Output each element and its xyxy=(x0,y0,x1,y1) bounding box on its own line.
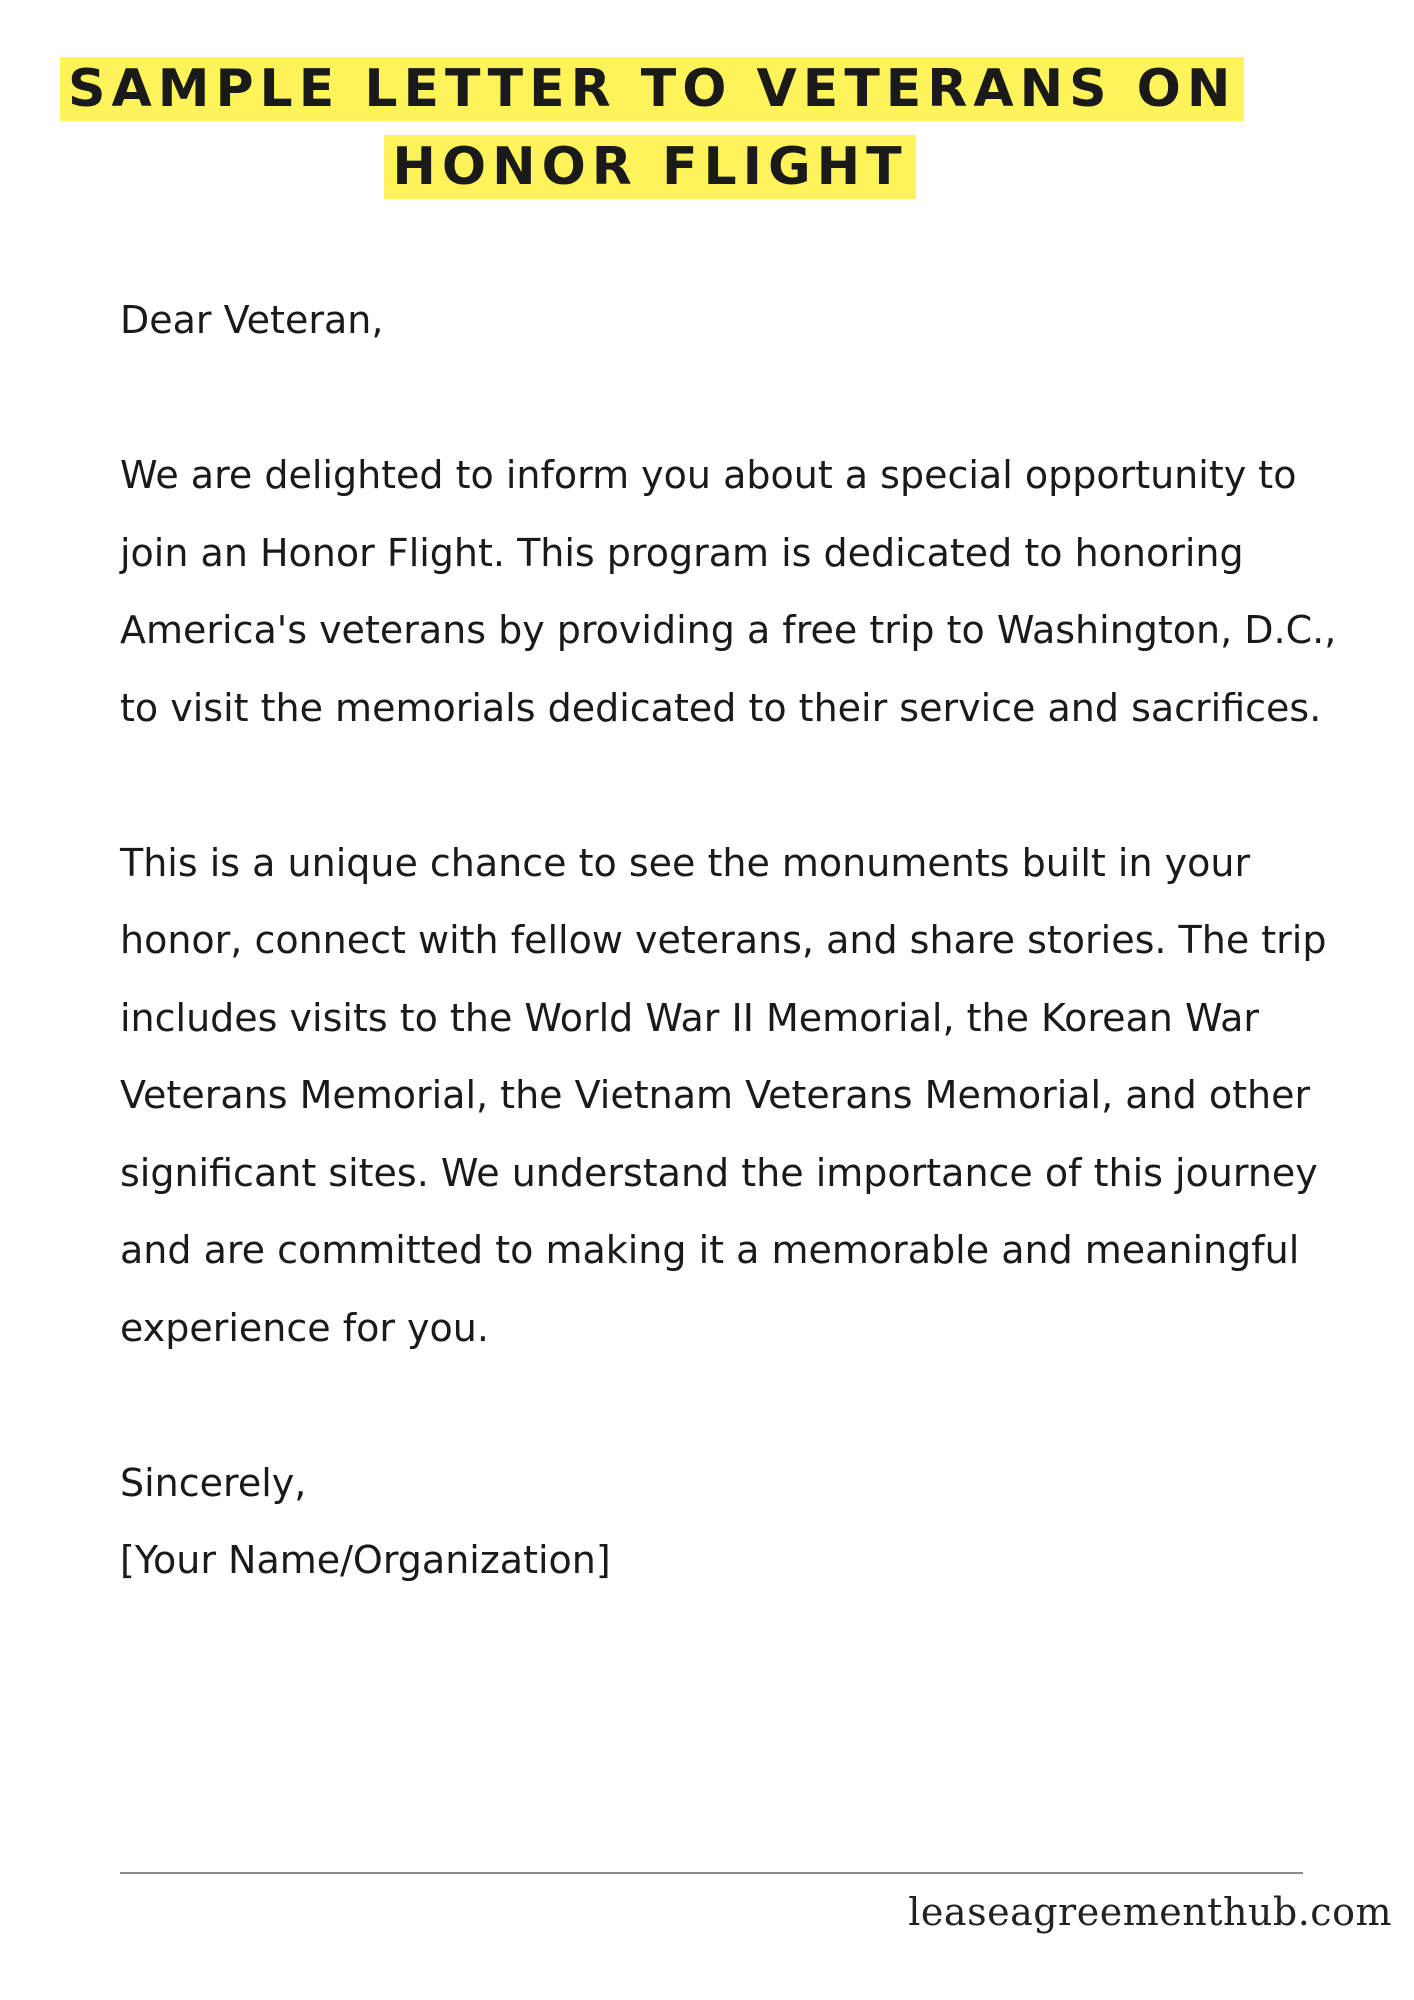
page-title xyxy=(60,50,1240,206)
letter-signature: [Your Name/Organization] xyxy=(120,1538,611,1582)
letter-paragraph: We are delighted to inform you about a special opportunity to join an Honor Flight. This program is dedicated to honoring America's veterans by providing a free trip to Washington, D.C., to visit the memorials dedicated to their service and sacrifices. xyxy=(120,453,1337,730)
letter-body xyxy=(120,282,1350,1600)
page-title-text: SAMPLE LETTER TO VETERANS ON HONOR FLIGHT xyxy=(60,57,1244,199)
letter-closing: Sincerely, xyxy=(120,1460,307,1505)
letter-paragraph: This is a unique chance to see the monuments built in your honor, connect with fellow veterans, and share stories. The trip includes visits to the World War II Memorial, the Korean War Veterans Memorial, the Vietnam Veterans Memorial, and other significant sites. We understand the importance of this journey and are committed to making it a memorable and meaningful experience for you. xyxy=(120,840,1327,1350)
letter-greeting: Dear Veteran, xyxy=(120,298,384,342)
footer-divider xyxy=(120,1872,1303,1874)
website-watermark: leaseagreementhub.com xyxy=(908,1890,1392,1934)
